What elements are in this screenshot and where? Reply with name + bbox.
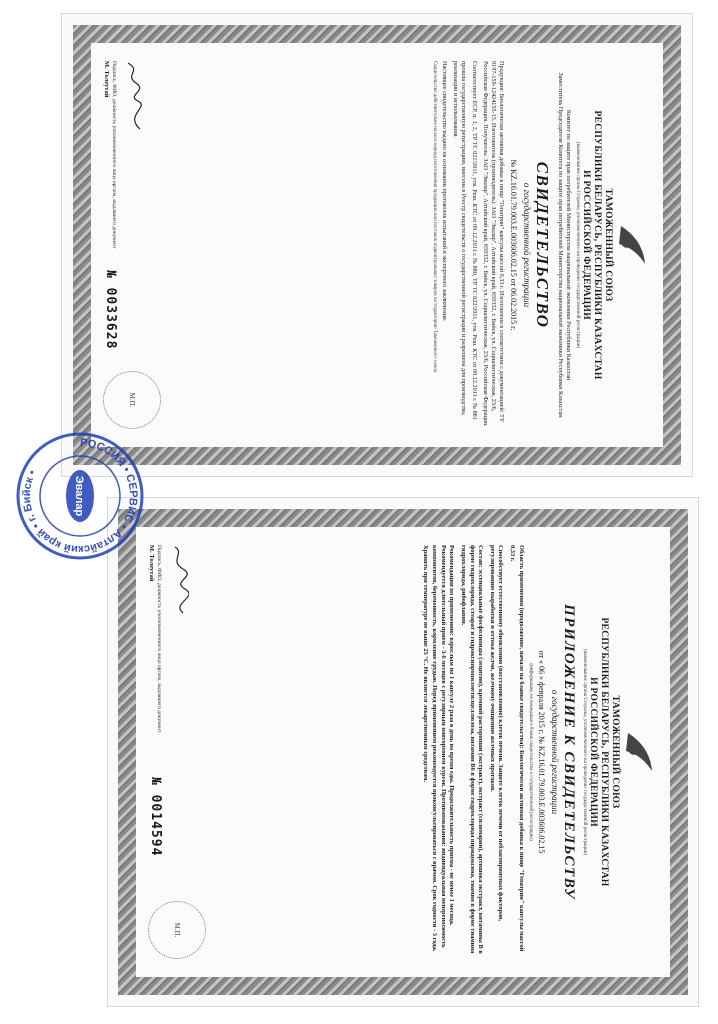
mp-label: М.П. bbox=[173, 922, 181, 938]
union-line-1: ТАМОЖЕННЫЙ СОЮЗ bbox=[610, 695, 620, 809]
union-line-3: И РОССИЙСКОЙ ФЕДЕРАЦИИ bbox=[581, 170, 592, 320]
product-block bbox=[481, 61, 505, 429]
seal-center-text: Эвалар bbox=[73, 475, 85, 517]
union-line-3: И РОССИЙСКОЙ ФЕДЕРАЦИИ bbox=[588, 677, 599, 827]
union-title bbox=[587, 545, 620, 959]
union-line-1: ТАМОЖЕННЫЙ СОЮЗ bbox=[603, 188, 613, 302]
annex-title: ПРИЛОЖЕНИЕ К СВИДЕТЕЛЬСТВУ bbox=[561, 604, 578, 900]
certificate-content bbox=[73, 25, 681, 465]
signature-caption: Подпись, ФИО, должность уполномоченного лица органа, выдавшего документ bbox=[111, 61, 118, 249]
registration-number: № KZ.16.01.79.003.E.003606.02.15 от 06.02.2015 г. bbox=[509, 159, 519, 331]
signature-caption: Подпись, ФИО, должность уполномоченного лица органа, выдавшего документ bbox=[156, 545, 163, 733]
composition-text: Состав: эссенциальные фосфолипиды (лецитин), кремний расторопши (экстракт), экстракт (силимарин), артишока экстракт, витамины В в форме гидрохлорида, стеарат и гидроксипропилметилцеллюлоза, витамин В6 в форме гидрохлорида пиридоксина, тиамин в форме тиамина гидрохлорида, рибофлавин. bbox=[459, 545, 485, 954]
issuing-official: Заместитель Председателя Комитета по защите прав потребителей Министерства национальной экономики Республики Казахстан bbox=[557, 72, 565, 418]
annex-subtitle: о государственной регистрации bbox=[550, 689, 561, 815]
signature-area bbox=[148, 545, 189, 732]
annex-sheet bbox=[108, 498, 698, 1006]
annex-footer bbox=[148, 545, 206, 959]
signature-area bbox=[103, 61, 144, 248]
certificate-title: СВИДЕТЕЛЬСТВО bbox=[533, 161, 553, 329]
conformity-text: Соответствует ЕСР, п. 1, 2, ТР ТС 021/2011, утв. Реш. КТС от 09.12.2011 г. № 880, ТР ТС 022/2011, утв. Реш. КТС от 09.12.2011 г. № 881 bbox=[471, 61, 479, 420]
union-line-2: РЕСПУБЛИКИ БЕЛАРУСЬ, РЕСПУБЛИКИ КАЗАХСТАН bbox=[592, 110, 603, 380]
union-logo-icon bbox=[615, 222, 649, 268]
blank-number: № 0033628 bbox=[103, 269, 118, 350]
certificate-subtitle: о государственной регистрации bbox=[522, 182, 533, 308]
basis-text: Настоящее свидетельство выдано на основании протоколов испытаний и экспертного заключения. bbox=[440, 61, 448, 322]
union-logo-icon bbox=[622, 729, 656, 775]
mp-circle bbox=[103, 371, 161, 429]
union-title bbox=[580, 61, 613, 429]
annex-inner bbox=[142, 533, 664, 971]
dosage-text: Рекомендации по применению: взрослым по 1 капсуле 2 раза в день во время еды. Продолжительность приема - не менее 1 месяца. Рекомендуется длительный прием - 3-6 месяцев с регулярным повторением курсов. Противопоказания: индивидуальная непереносимость компонентов, беременность, кормление грудью. Перед применением рекомендуется проконсультироваться с врачом. Срок годности - 3 года. Хранить при температуре не выше 25 °С. Не является лекарственным средством. bbox=[422, 545, 456, 952]
annex-caption: (информация, не вошедшая в бланк свидетельства о государственной регистрации) bbox=[528, 663, 534, 841]
company-seal-stamp bbox=[14, 430, 146, 562]
area-of-use-text: Область применения (продолжение, начало на бланке свидетельства): Биологически активная добавка к пище "Гепатрин" капсулы массой 0,33 г. bbox=[509, 545, 525, 952]
seal-ring-text: РОССИЯ • СЕРВИС • Алтайский край • г. Бийск • bbox=[20, 436, 140, 556]
annex-registration-line: от « 06 » февраля 2015 г. № KZ.16.01.79.003.E.003606.02.15 bbox=[537, 650, 547, 854]
product-text: Биологически активная добавка к пище "Гепатрин" капсулы массой 0,33 г. Изготовлена в соответствии с документацией: ТУ 9197-159-12424155-13. Изготовитель (производитель): ЗАО "Эвалар", Алтайский край, 659332, г. Бийск, ул. Социалистическая, 23/6, Российская Федерация. Получатель: ЗАО "Эвалар", Алтайский край, 659332, г. Бийск, ул. Социалистическая, 23/6, Российская Федерация. bbox=[482, 61, 506, 427]
certificate-sheet bbox=[62, 14, 692, 476]
mp-label: М.П. bbox=[128, 392, 136, 408]
signature-name: М. Толеутай bbox=[103, 61, 110, 98]
product-label: Продукция: bbox=[498, 61, 506, 92]
effect-text: Способствует естественному обновлению (восстановлению) клеток печени. Защите клеток печени от неблагоприятных факторов, регулированию выработки и оттока желчи, желчному очищению желчных протоков. bbox=[488, 545, 505, 922]
authority-caption: (наименование органа Стороны, уполномоченного на проведение государственной регистрации) bbox=[582, 648, 588, 856]
signature-icon bbox=[122, 61, 144, 131]
issuing-authority: Комитет по защите прав потребителей Министерства национальной экономики Республики Казахстан bbox=[565, 109, 573, 381]
mp-circle bbox=[148, 901, 206, 959]
registration-text: прошла государственную регистрацию, внесена в Реестр свидетельств о государственной регистрации и разрешена для производства, реализации и использования. bbox=[452, 61, 468, 416]
union-line-2: РЕСПУБЛИКИ БЕЛАРУСЬ, РЕСПУБЛИКИ КАЗАХСТАН bbox=[599, 617, 610, 887]
annex-content bbox=[118, 509, 688, 995]
signature-name: М. Толеутай bbox=[148, 545, 155, 582]
signature-icon bbox=[167, 545, 189, 615]
authority-caption: (наименование органа Стороны, уполномоченного на проведение государственной регистрации) bbox=[575, 141, 581, 349]
validity-text: Свидетельство действительно на весь период изготовления продукции или поставок подконтрольных товаров на территорию Таможенного союза bbox=[431, 61, 437, 373]
certificate-inner bbox=[97, 49, 657, 441]
certificate-footer bbox=[103, 61, 161, 429]
blank-number: № 0014594 bbox=[148, 776, 163, 857]
